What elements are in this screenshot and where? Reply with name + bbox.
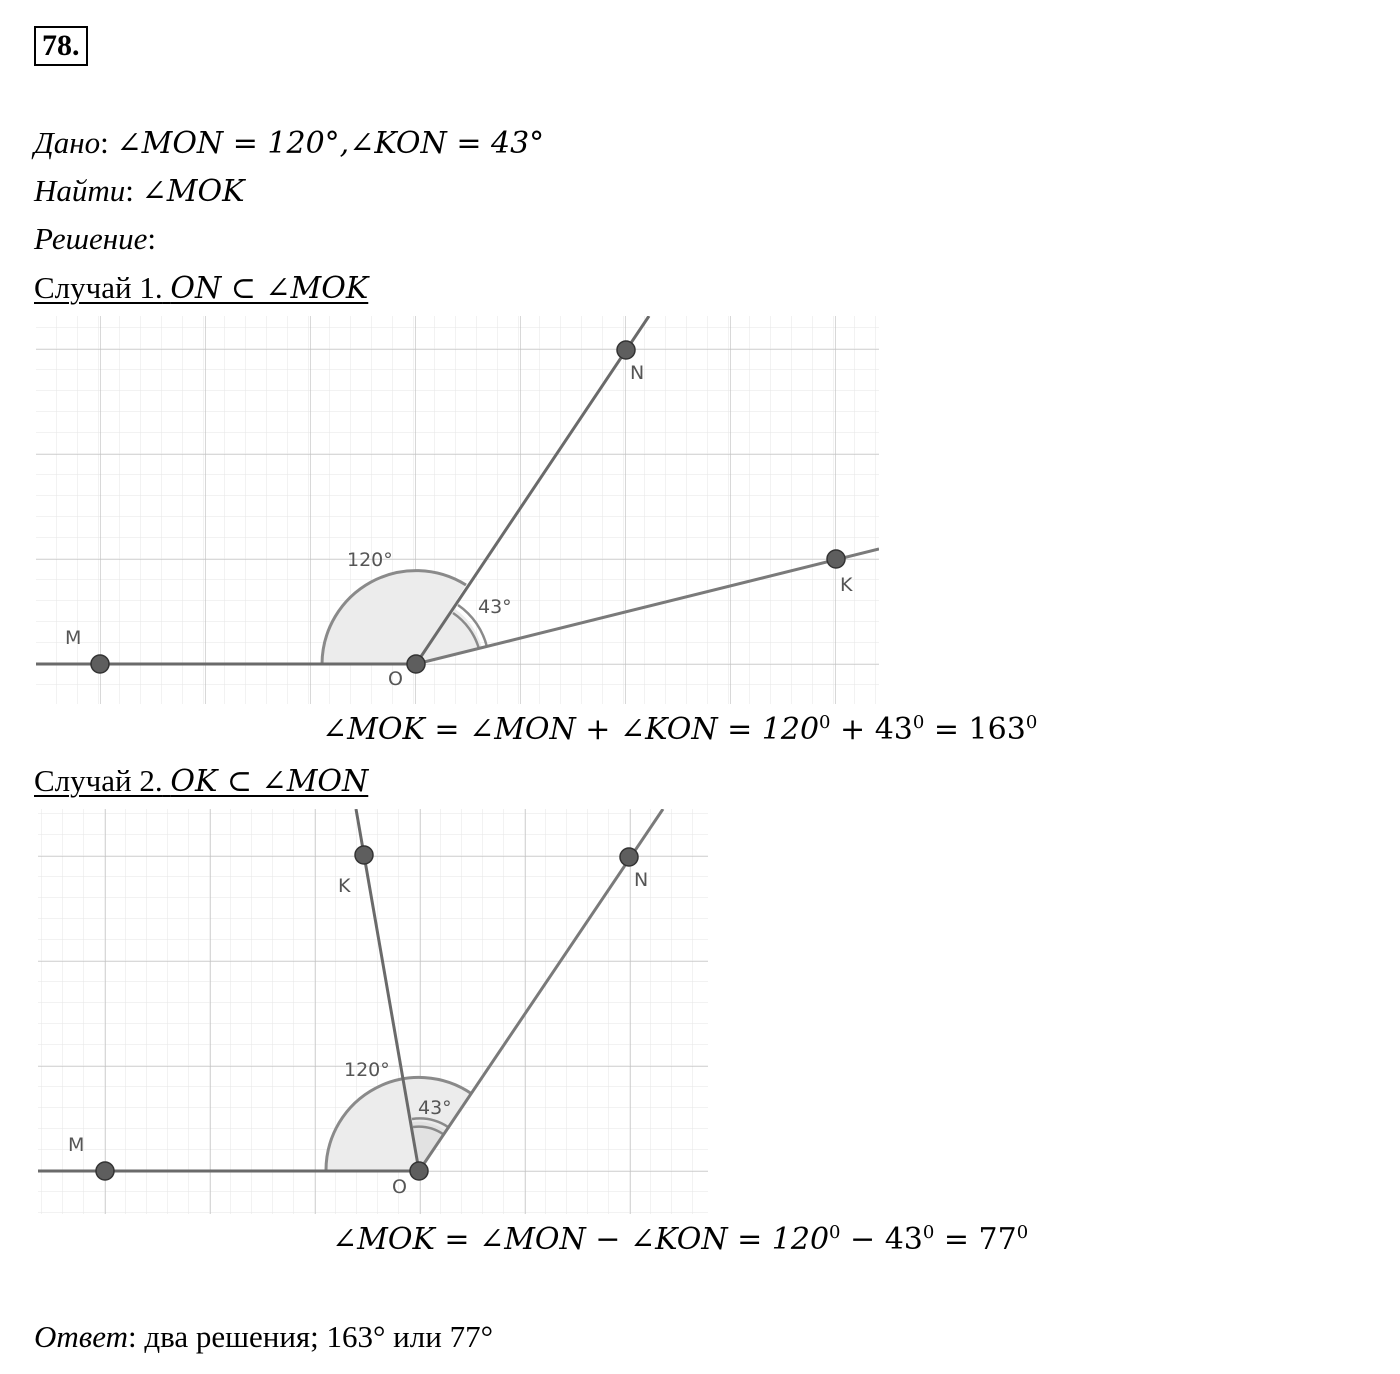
case1-formula-sup1: 0 <box>819 712 831 733</box>
problem-number <box>34 26 88 66</box>
case2-formula <box>332 1222 1028 1257</box>
case2-formula-sup2: 0 <box>922 1222 935 1243</box>
case2-condition: OK ⊂ ∠MON <box>170 764 369 799</box>
case2-heading <box>34 762 368 801</box>
case1-point-M <box>91 655 109 673</box>
case1-label-N: N <box>630 362 645 384</box>
case1-label-K: K <box>840 574 853 596</box>
case1-formula-mid1: + 43 <box>830 712 913 747</box>
case1-point-K <box>827 550 845 568</box>
case1-formula-sup3: 0 <box>1025 712 1038 733</box>
case2-formula-mid1: − 43 <box>840 1222 923 1257</box>
find-label: Найти <box>34 173 126 208</box>
given-line <box>34 124 544 163</box>
case1-diagram <box>36 316 879 704</box>
solution-colon: : <box>147 221 156 256</box>
case1-title: Случай 1. <box>34 270 163 305</box>
case2-point-M <box>96 1162 114 1180</box>
case1-label-M: M <box>65 627 82 649</box>
case2-label-43: 43° <box>418 1097 452 1119</box>
case2-point-K <box>355 846 373 864</box>
case2-title: Случай 2. <box>34 763 163 798</box>
find-line <box>34 172 245 211</box>
given-label: Дано <box>34 125 101 160</box>
case1-heading <box>34 269 368 308</box>
case1-label-O: O <box>388 668 403 690</box>
find-colon: : <box>125 173 134 208</box>
case2-formula-lhs: ∠MOK = ∠MON − ∠KON = 120 <box>332 1222 830 1257</box>
answer-line <box>34 1318 493 1356</box>
case1-formula-sup2: 0 <box>912 712 925 733</box>
problem-number-dot: . <box>72 29 80 62</box>
given-expression: ∠MON = 120°,∠KON = 43° <box>116 126 545 161</box>
case1-point-O <box>407 655 425 673</box>
case2-label-M: M <box>68 1134 85 1156</box>
case2-point-N <box>620 848 638 866</box>
case1-label-43: 43° <box>478 596 512 618</box>
case2-point-O <box>410 1162 428 1180</box>
case2-formula-mid2: = 77 <box>934 1222 1017 1257</box>
case2-label-N: N <box>634 869 649 891</box>
answer-text: : два решения; 163° или 77° <box>127 1319 493 1354</box>
case1-label-120: 120° <box>347 549 393 571</box>
find-expression: ∠MOK <box>141 174 245 209</box>
problem-number-value: 78 <box>42 29 72 62</box>
case1-point-N <box>617 341 635 359</box>
case2-formula-sup3: 0 <box>1016 1222 1029 1243</box>
case1-formula <box>322 712 1037 747</box>
case2-diagram <box>38 809 708 1214</box>
case2-formula-sup1: 0 <box>829 1222 841 1243</box>
case1-formula-mid2: = 163 <box>924 712 1026 747</box>
solution-line <box>34 220 156 258</box>
case1-formula-lhs: ∠MOK = ∠MON + ∠KON = 120 <box>322 712 820 747</box>
answer-label: Ответ <box>34 1319 128 1354</box>
solution-label: Решение <box>34 221 148 256</box>
case2-label-O: O <box>392 1176 407 1198</box>
case2-label-120: 120° <box>344 1059 390 1081</box>
case2-label-K: K <box>338 875 351 897</box>
given-colon: : <box>100 125 109 160</box>
case1-condition: ON ⊂ ∠MOK <box>170 271 369 306</box>
